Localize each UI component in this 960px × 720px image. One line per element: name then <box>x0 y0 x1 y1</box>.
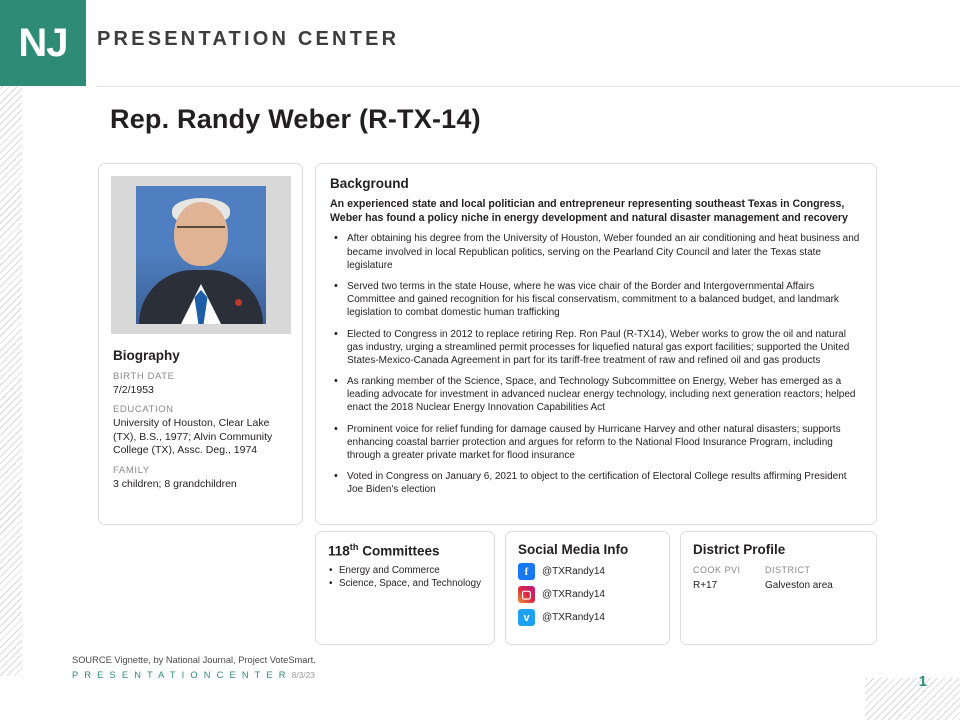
district-profile-card <box>680 531 877 645</box>
social-media-heading: Social Media Info <box>518 542 629 557</box>
committees-ordinal-suffix: th <box>349 542 359 552</box>
committees-congress-number: 118 <box>328 543 350 559</box>
nj-logo <box>0 0 86 86</box>
biography-heading: Biography <box>113 348 180 363</box>
list-item: • Prominent voice for relief funding for damage caused by Hurricane Harvey and other natural disasters; supports enhancing coastal barrier protection and argues for reform to the National Flood Insurance Program, including through a greater private market for flood insurance <box>330 423 862 463</box>
twitter-icon[interactable]: ᴠ <box>518 609 535 626</box>
background-heading: Background <box>330 176 409 191</box>
flag-pin-icon <box>235 299 242 306</box>
header-divider <box>97 86 960 87</box>
family-value: 3 children; 8 grandchildren <box>113 477 237 490</box>
list-item: • Voted in Congress on January 6, 2021 to object to the certification of Electoral College results affirming President Joe Biden's election <box>330 470 862 496</box>
list-item: • As ranking member of the Science, Space, and Technology Subcommittee on Energy, Weber has emerged as a leading advocate for investment in advanced nuclear energy technology, including next generation reactors; helped enact the 2018 Nuclear Energy Innovation Capabilities Act <box>330 375 862 415</box>
footer-date: 8/3/23 <box>291 670 315 680</box>
cook-pvi-label: COOK PVI <box>693 565 741 575</box>
facebook-icon[interactable]: f <box>518 563 535 580</box>
portrait-frame <box>111 176 291 334</box>
list-item: • Served two terms in the state House, where he was vice chair of the Border and Intergovernmental Affairs Committee and gained recognition for his fiscal conservatism, commitment to a balanced budget, and landmark legislation to combat domestic human trafficking <box>330 280 862 320</box>
committees-heading-rest: Committees <box>358 543 440 559</box>
committees-list <box>328 565 482 591</box>
education-value: University of Houston, Clear Lake (TX), B.S., 1977; Alvin Community College (TX), Assc. Deg., 1974 <box>113 417 273 457</box>
instagram-icon[interactable]: ▢ <box>518 586 535 603</box>
family-label: FAMILY <box>113 464 150 476</box>
birth-date-value: 7/2/1953 <box>113 384 154 396</box>
facebook-handle[interactable]: @TXRandy14 <box>542 566 605 577</box>
nj-logo-text: NJ <box>18 20 68 65</box>
instagram-handle[interactable]: @TXRandy14 <box>542 589 605 600</box>
list-item: • Energy and Commerce <box>328 565 482 578</box>
footer-source: SOURCE Vignette, by National Journal, Project VoteSmart. <box>72 655 316 665</box>
header-title: PRESENTATION CENTER <box>97 28 400 50</box>
background-card <box>315 163 877 525</box>
decorative-hatch-bottom-right <box>865 678 960 720</box>
social-account-row[interactable] <box>518 563 657 580</box>
district-label: DISTRICT <box>765 565 811 575</box>
committees-heading <box>328 542 482 559</box>
district-profile-values <box>693 580 864 591</box>
page-number: 1 <box>918 673 927 690</box>
district-profile-heading: District Profile <box>693 542 786 557</box>
committees-card <box>315 531 495 645</box>
social-account-row[interactable] <box>518 586 657 603</box>
social-media-card <box>505 531 670 645</box>
birth-date-label: BIRTH DATE <box>113 371 175 382</box>
portrait-glasses <box>177 226 225 236</box>
twitter-handle[interactable]: @TXRandy14 <box>542 612 605 623</box>
list-item: • After obtaining his degree from the University of Houston, Weber founded an air conditioning and heat business and became involved in local Republican politics, serving on the Pearland City Council and later the Texas state legislature <box>330 232 862 272</box>
footer-presentation-center <box>72 670 315 680</box>
district-profile-labels <box>693 565 864 575</box>
social-account-row[interactable] <box>518 609 657 626</box>
biography-card <box>98 163 303 525</box>
cook-pvi-value: R+17 <box>693 580 718 591</box>
education-label: EDUCATION <box>113 404 174 416</box>
footer-pc-text: P R E S E N T A T I O N C E N T E R <box>72 670 288 680</box>
district-value: Galveston area <box>765 580 833 591</box>
decorative-hatch-left <box>0 86 22 676</box>
portrait-photo <box>136 186 266 324</box>
list-item: • Science, Space, and Technology <box>328 578 482 591</box>
background-bullet-list <box>330 232 862 496</box>
page-title: Rep. Randy Weber (R-TX-14) <box>110 104 481 134</box>
list-item: • Elected to Congress in 2012 to replace retiring Rep. Ron Paul (R-TX14), Weber works to grow the oil and natural gas industry, urging a streamlined permit processes for liquefied natural gas export facilities; supported the United States-Mexico-Canada Agreement in part for its tariff-free treatment of raw and refined oil and gas products <box>330 328 862 368</box>
background-lede: An experienced state and local politician and entrepreneur representing southeast Texas in Congress, Weber has found a policy niche in energy development and natural disaster management and recovery <box>330 198 848 225</box>
